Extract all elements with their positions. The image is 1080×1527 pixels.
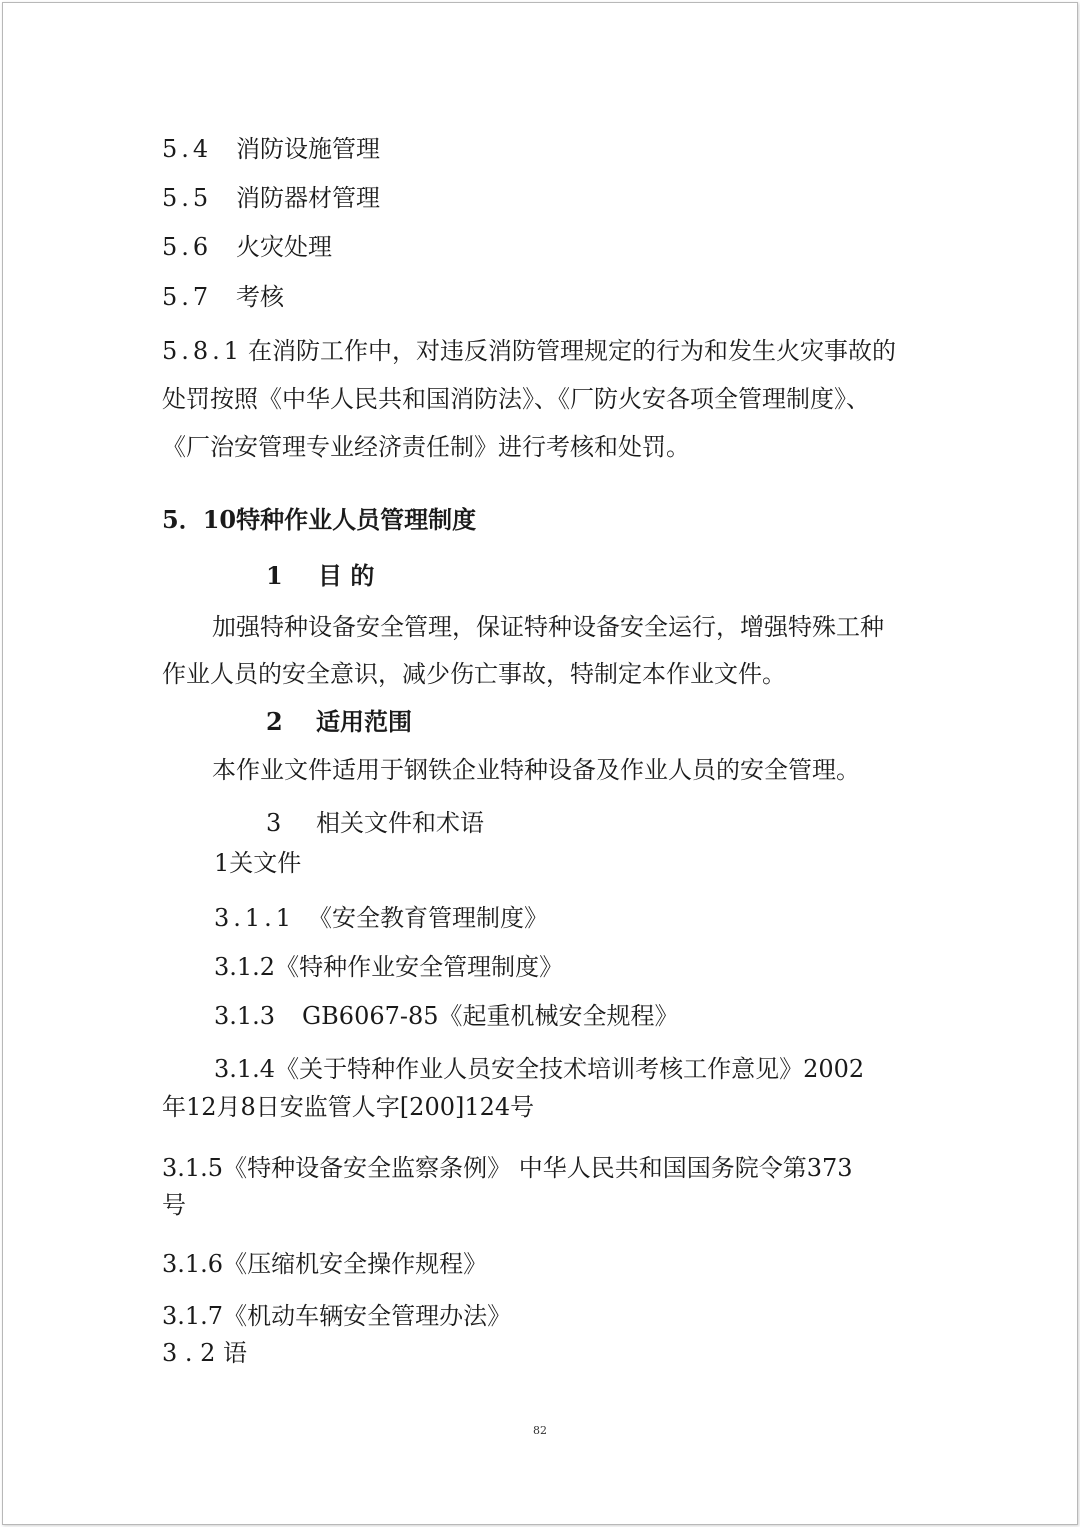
item-5-5: 5.5 消防器材管理 (162, 184, 380, 212)
ref-3-1-5-line1: 3.1.5《特种设备安全监察条例》 中华人民共和国国务院令第373 (162, 1154, 853, 1182)
ref-3-1-4-line2: 年12月8日安监管人字[200]124号 (162, 1093, 535, 1121)
related-docs-title: 1关文件 (214, 849, 302, 877)
heading-scope: 2 适用范围 (266, 707, 412, 736)
scope-text: 本作业文件适用于钢铁企业特种设备及作业人员的安全管理。 (212, 756, 860, 784)
ref-3-1-2: 3.1.2《特种作业安全管理制度》 (214, 953, 564, 981)
purpose-line1: 加强特种设备安全管理，保证特种设备安全运行，增强特殊工种 (212, 613, 884, 641)
ref-3-1-5-line2: 号 (162, 1191, 186, 1219)
ref-3-1-4-line1: 3.1.4《关于特种作业人员安全技术培训考核工作意见》2002 (214, 1055, 865, 1083)
purpose-line2: 作业人员的安全意识，减少伤亡事故，特制定本作业文件。 (162, 660, 786, 688)
ref-3-1-6: 3.1.6《压缩机安全操作规程》 (162, 1250, 488, 1278)
heading-purpose: 1 目 的 (266, 561, 375, 590)
para-5-8-1-line1: 5.8.1 在消防工作中，对违反消防管理规定的行为和发生火灾事故的 (162, 337, 896, 365)
terms-heading: 3 . 2 语 (162, 1339, 248, 1367)
para-5-8-1-line2: 处罚按照《中华人民共和国消防法》、《厂防火安各项全管理制度》、 (162, 385, 870, 413)
page-number: 82 (533, 1424, 547, 1437)
heading-related: 3 相关文件和术语 (266, 809, 484, 837)
item-5-6: 5.6 火灾处理 (162, 233, 332, 261)
para-5-8-1-line3: 《厂治安管理专业经济责任制》进行考核和处罚。 (162, 433, 690, 461)
item-5-7: 5.7 考核 (162, 283, 284, 311)
item-5-4: 5.4 消防设施管理 (162, 135, 380, 163)
section-title: 5．10特种作业人员管理制度 (162, 505, 477, 534)
ref-3-1-1: 3.1.1 《安全教育管理制度》 (214, 904, 548, 932)
ref-3-1-3: 3.1.3 GB6067-85《起重机械安全规程》 (214, 1002, 679, 1030)
ref-3-1-7: 3.1.7《机动车辆安全管理办法》 (162, 1302, 512, 1330)
